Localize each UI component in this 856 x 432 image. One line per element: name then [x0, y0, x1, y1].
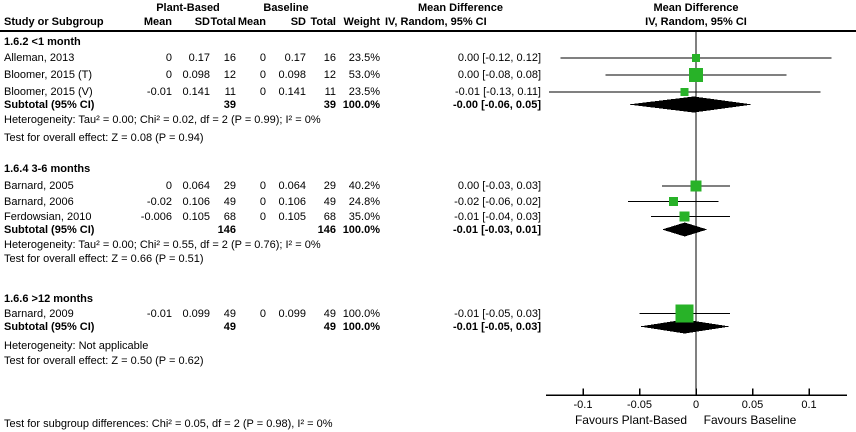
- study-row-weight: 23.5%: [348, 86, 380, 98]
- column-header-weight: Weight: [343, 16, 380, 28]
- study-row-weight: 23.5%: [348, 52, 380, 64]
- study-row-total2: 49: [323, 307, 336, 320]
- study-row-md: -0.01 [-0.05, 0.03]: [454, 307, 541, 320]
- subtotal-row-label: Subtotal (95% CI): [4, 223, 95, 236]
- study-row-sd2: 0.105: [278, 210, 306, 223]
- study-row-mean2: 0: [259, 86, 266, 98]
- study-row-label: Barnard, 2005: [4, 180, 74, 192]
- subtotal-row: [0, 320, 545, 334]
- study-row-mean2: 0: [259, 210, 266, 223]
- study-row-total2: 29: [323, 180, 336, 192]
- column-header-total1: Total: [210, 16, 236, 28]
- column-header-sd1: SD: [194, 16, 210, 28]
- study-row-sd2: 0.106: [278, 195, 306, 208]
- study-row-label: Ferdowsian, 2010: [4, 210, 92, 223]
- subtotal-row-weight: 100.0%: [342, 223, 380, 236]
- favours-right-label: Favours Baseline: [703, 413, 797, 427]
- axis-tick-label: 0: [692, 399, 700, 411]
- md-graph-subtitle: IV, Random, 95% CI: [645, 16, 747, 28]
- study-row-label: Alleman, 2013: [4, 52, 75, 64]
- study-row-mean1: 0: [165, 52, 172, 64]
- study-row-label: Bloomer, 2015 (V): [4, 86, 93, 98]
- study-row-sd1: 0.141: [182, 86, 210, 98]
- study-row-total2: 11: [324, 86, 336, 98]
- pooled-diamond: [662, 223, 707, 237]
- axis-tick-label: -0.05: [626, 399, 653, 411]
- study-row-sd1: 0.098: [182, 69, 210, 81]
- column-header-total2: Total: [310, 16, 336, 28]
- study-row-total1: 68: [223, 210, 236, 223]
- heterogeneity-note: Heterogeneity: Tau² = 0.00; Chi² = 0.55, df = 2 (P = 0.76); I² = 0%: [4, 239, 321, 251]
- study-row-total1: 16: [223, 52, 236, 64]
- study-row-total1: 49: [223, 195, 236, 208]
- subtotal-row-md: -0.00 [-0.06, 0.05]: [452, 98, 541, 111]
- subtotal-row: [0, 98, 545, 112]
- column-header-sd2: SD: [290, 16, 306, 28]
- axis-tick-label: -0.1: [573, 399, 593, 411]
- study-row-total2: 68: [323, 210, 336, 223]
- point-estimate-square: [681, 88, 689, 96]
- heterogeneity-note: Heterogeneity: Tau² = 0.00; Chi² = 0.02, df = 2 (P = 0.99); I² = 0%: [4, 114, 321, 126]
- axis-tick-label: 0.05: [741, 399, 764, 411]
- study-row: [0, 51, 545, 65]
- subtotal-row-total1: 146: [217, 223, 236, 236]
- study-row-weight: 100.0%: [342, 307, 380, 320]
- point-estimate-square: [680, 212, 690, 222]
- column-header-md: IV, Random, 95% CI: [385, 16, 487, 28]
- point-estimate-square: [689, 68, 703, 82]
- subtotal-row-weight: 100.0%: [342, 320, 380, 333]
- study-row-mean1: -0.006: [140, 210, 172, 223]
- subtotal-row: [0, 223, 545, 237]
- study-row-total1: 49: [223, 307, 236, 320]
- study-row-sd2: 0.098: [278, 69, 306, 81]
- subgroup-title: 1.6.2 <1 month: [4, 36, 81, 48]
- study-row-mean2: 0: [259, 69, 266, 81]
- study-row-weight: 53.0%: [348, 69, 380, 81]
- study-row-mean1: -0.01: [146, 307, 172, 320]
- study-row-md: 0.00 [-0.08, 0.08]: [457, 69, 541, 81]
- study-row-mean1: 0: [165, 180, 172, 192]
- study-row-sd2: 0.141: [278, 86, 306, 98]
- column-header-mean1: Mean: [143, 16, 172, 28]
- study-row-sd1: 0.106: [182, 195, 210, 208]
- study-row-label: Bloomer, 2015 (T): [4, 69, 93, 81]
- point-estimate-square: [692, 54, 700, 62]
- column-group-plant-based: Plant-Based: [156, 2, 220, 14]
- study-row-md: -0.01 [-0.04, 0.03]: [454, 210, 541, 223]
- subgroup-title: 1.6.6 >12 months: [4, 292, 93, 305]
- subtotal-row-total2: 49: [323, 320, 336, 333]
- column-header-mean2: Mean: [237, 16, 266, 28]
- column-group-baseline: Baseline: [263, 2, 309, 14]
- study-row-mean2: 0: [259, 195, 266, 208]
- study-row-total1: 12: [223, 69, 236, 81]
- favours-left-label: Favours Plant-Based: [574, 413, 688, 427]
- study-row-sd1: 0.105: [182, 210, 210, 223]
- overall-effect-note: Test for overall effect: Z = 0.08 (P = 0.94): [4, 132, 204, 144]
- pooled-diamond: [640, 320, 730, 334]
- study-row-sd2: 0.17: [284, 52, 306, 64]
- study-row-md: -0.01 [-0.13, 0.11]: [454, 86, 541, 98]
- subtotal-row-total2: 146: [317, 223, 336, 236]
- subtotal-row-total1: 39: [223, 98, 236, 111]
- study-row-md: 0.00 [-0.12, 0.12]: [457, 52, 541, 64]
- subgroup-title: 1.6.4 3-6 months: [4, 163, 91, 175]
- study-row-mean1: -0.01: [146, 86, 172, 98]
- study-row: [0, 195, 545, 209]
- subtotal-row-total1: 49: [223, 320, 236, 333]
- point-estimate-square: [691, 181, 702, 192]
- study-row-label: Barnard, 2006: [4, 195, 74, 208]
- study-row-mean2: 0: [259, 180, 266, 192]
- md-column-title: Mean Difference: [418, 2, 503, 14]
- study-row-weight: 40.2%: [348, 180, 380, 192]
- heterogeneity-note: Heterogeneity: Not applicable: [4, 340, 149, 352]
- subtotal-row-md: -0.01 [-0.05, 0.03]: [452, 320, 541, 333]
- header-separator-line: [0, 30, 856, 32]
- study-row-total2: 49: [323, 195, 336, 208]
- study-row: [0, 307, 545, 321]
- subtotal-row-total2: 39: [323, 98, 336, 111]
- subtotal-row-label: Subtotal (95% CI): [4, 98, 95, 111]
- study-row-sd1: 0.099: [182, 307, 210, 320]
- subtotal-row-label: Subtotal (95% CI): [4, 320, 95, 333]
- study-row-sd2: 0.064: [278, 180, 306, 192]
- overall-effect-note: Test for overall effect: Z = 0.50 (P = 0.62): [4, 354, 204, 367]
- study-row-total1: 29: [223, 180, 236, 192]
- point-estimate-square: [669, 197, 678, 206]
- study-row-weight: 24.8%: [348, 195, 380, 208]
- md-graph-title: Mean Difference: [653, 2, 739, 14]
- study-row-total2: 16: [323, 52, 336, 64]
- pooled-diamond: [628, 97, 752, 113]
- study-row-total2: 12: [323, 69, 336, 81]
- study-row-mean1: -0.02: [146, 195, 172, 208]
- study-row-total1: 11: [224, 86, 236, 98]
- study-row-mean2: 0: [259, 307, 266, 320]
- study-row-mean2: 0: [259, 52, 266, 64]
- study-row: [0, 68, 545, 82]
- subtotal-row-md: -0.01 [-0.03, 0.01]: [452, 223, 541, 236]
- column-header-label: Study or Subgroup: [4, 16, 104, 28]
- study-row-mean1: 0: [165, 69, 172, 81]
- study-row-sd1: 0.064: [182, 180, 210, 192]
- study-row-label: Barnard, 2009: [4, 307, 74, 320]
- study-row: [0, 210, 545, 224]
- study-row-sd2: 0.099: [278, 307, 306, 320]
- study-row: [0, 179, 545, 193]
- study-row-md: 0.00 [-0.03, 0.03]: [457, 180, 541, 192]
- subgroup-differences-test: Test for subgroup differences: Chi² = 0.05, df = 2 (P = 0.98), I² = 0%: [4, 418, 333, 430]
- subtotal-row-weight: 100.0%: [342, 98, 380, 111]
- axis-tick-label: 0.1: [801, 399, 817, 411]
- study-row-weight: 35.0%: [348, 210, 380, 223]
- point-estimate-square: [676, 305, 694, 323]
- study-row-sd1: 0.17: [188, 52, 210, 64]
- overall-effect-note: Test for overall effect: Z = 0.66 (P = 0.51): [4, 253, 204, 265]
- study-row-md: -0.02 [-0.06, 0.02]: [454, 195, 541, 208]
